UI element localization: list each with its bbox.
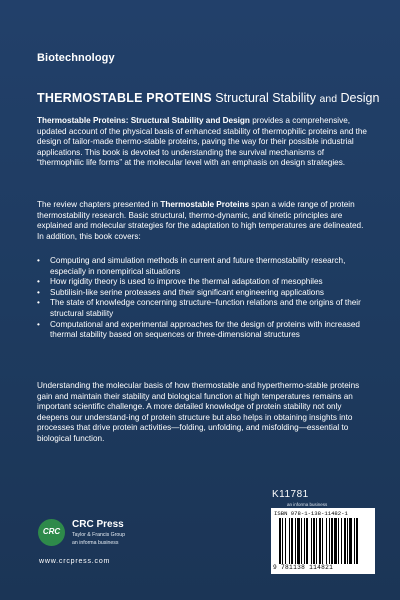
list-item-text: The state of knowledge concerning structure–function relations and the origins of their structural stability <box>50 298 361 318</box>
barcode-graphic <box>279 518 369 564</box>
publisher-name: CRC Press <box>72 519 124 530</box>
publisher-group: Taylor & Francis Group <box>72 532 126 538</box>
book-title <box>37 91 379 105</box>
intro-paragraph <box>37 116 367 169</box>
list-item <box>37 256 367 277</box>
title-and: and <box>319 93 338 105</box>
category-label: Biotechnology <box>37 52 115 64</box>
barcode-bar <box>344 518 346 564</box>
bullet-icon: • <box>37 256 40 265</box>
crc-logo-icon <box>38 519 65 546</box>
publisher-id: K11781 <box>272 489 309 500</box>
barcode-bar <box>306 518 308 564</box>
barcode-bar <box>304 518 305 564</box>
barcode-bar <box>341 518 342 564</box>
barcode-bar <box>349 518 352 564</box>
title-sub1: Structural Stability <box>215 91 317 105</box>
bullet-icon: • <box>37 298 40 308</box>
barcode-bar <box>356 518 358 564</box>
review-pre: The review chapters presented in <box>37 200 161 209</box>
review-bold: Thermostable Proteins <box>160 200 250 209</box>
publisher-website: www.crcpress.com <box>39 558 111 565</box>
barcode-bar <box>319 518 321 564</box>
intro-text: provides a comprehensive, updated account of the physical basis of enhanced stability of thermophilic proteins and the design of tailor-made thermo-stable proteins, paving the way for their possible industrial applications. This book is devoted to understanding the survival mechanisms of “thermophilic life forms” at the molecular level with an emphasis on design strategies. <box>37 116 367 168</box>
review-paragraph <box>37 200 367 242</box>
title-main: THERMOSTABLE PROTEINS <box>37 91 212 105</box>
barcode-bar <box>322 518 323 564</box>
barcode-bar <box>285 518 286 564</box>
barcode-bar <box>289 518 290 564</box>
review-post: span a wide range of protein thermostability research. Basic structural, thermo-dynamic, and kinetic principles are explained and molecular strategies for the adaptation to high temperatures are delineated. In addition, this book covers: <box>37 200 364 241</box>
list-item <box>37 277 367 288</box>
topics-list <box>37 256 367 341</box>
barcode-bar <box>313 518 315 564</box>
list-item-text: Computing and simulation methods in current and future thermostability research, especially in nonempirical situations <box>50 256 346 276</box>
barcode-bar <box>347 518 348 564</box>
barcode-bar <box>297 518 300 564</box>
barcode-bar <box>326 518 327 564</box>
isbn-text: ISBN 978-1-138-11482-1 <box>274 510 348 517</box>
barcode-bar <box>334 518 337 564</box>
title-sub2: Design <box>340 91 380 105</box>
crc-logo-text: CRC <box>42 527 61 536</box>
barcode-bar <box>338 518 339 564</box>
barcode-bar <box>282 518 283 564</box>
list-item <box>37 298 367 319</box>
list-item-text: Computational and experimental approaches for the design of proteins with increased thermal stability based on sequences or three-dimensional structures <box>50 319 360 340</box>
publisher-informa: an informa business <box>72 540 119 546</box>
barcode-bar <box>301 518 302 564</box>
barcode-bar <box>329 518 330 564</box>
barcode-bar <box>316 518 317 564</box>
barcode-bar <box>311 518 312 564</box>
intro-bold: Thermostable Proteins: Structural Stability and Design <box>37 116 250 125</box>
list-item-text: How rigidity theory is used to improve the thermal adaptation of mesophiles <box>50 277 323 287</box>
barcode-bar <box>331 518 333 564</box>
bullet-icon: • <box>37 287 40 297</box>
list-item <box>37 320 367 341</box>
list-item-text: Subtilisin-like serine proteases and their significant engineering applications <box>50 287 324 297</box>
informa-tag: an informa business <box>287 502 328 507</box>
barcode-digits: 9 781138 114821 <box>273 564 334 571</box>
isbn-barcode <box>271 508 375 574</box>
bullet-icon: • <box>37 277 40 287</box>
barcode-bar <box>291 518 293 564</box>
bullet-icon: • <box>37 319 40 329</box>
barcode-bar <box>295 518 296 564</box>
list-item <box>37 288 367 299</box>
barcode-bar <box>279 518 281 564</box>
closing-paragraph: Understanding the molecular basis of how thermostable and hyperthermo-stable proteins gain and maintain their stability and biological function at high temperatures remains an important scientific challenge. A more detailed knowledge of protein stability not only deepens our understand-ing of protein structure but also helps in obtaining insights into processes that drive protein activities—folding, unfolding, and misfolding—essential to biological function. <box>37 381 360 443</box>
barcode-bar <box>354 518 355 564</box>
